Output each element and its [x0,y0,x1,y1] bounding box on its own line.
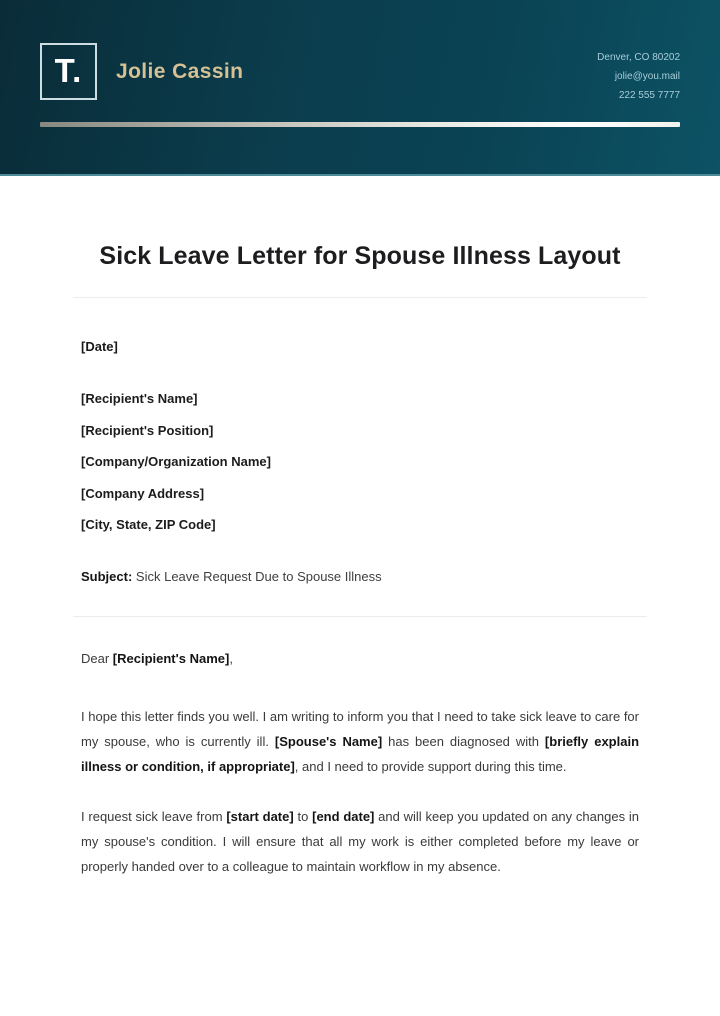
recipient-position-field: [Recipient's Position] [81,422,214,438]
end-date-placeholder: [end date] [312,809,375,824]
brand-logo-icon: T. [54,51,83,89]
title-divider [73,297,647,298]
paragraph1-text: I hope this letter finds you well. I am writing to inform you that I need to take sick leave to care for my spouse, who is currently ill. [81,709,639,749]
illness-placeholder: [briefly explain illness or condition, if appropriate] [81,734,640,774]
subject-divider [73,616,647,617]
contact-block [597,48,680,105]
city-state-zip-field: [City, State, ZIP Code] [81,517,216,532]
body-paragraph-1 [81,704,639,779]
contact-phone: 222 555 7777 [618,90,680,101]
salutation-suffix: , [229,651,233,666]
page-title: Sick Leave Letter for Spouse Illness Layout [99,242,621,270]
recipient-name-field: [Recipient's Name] [81,391,198,406]
salutation [81,650,639,668]
subject-text: Sick Leave Request Due to Spouse Illness [135,569,382,584]
paragraph2-text: and will keep you updated on any changes in my spouse's condition. I will ensure that all my work is either completed before my leave or properly handed over to a colleague to maintain workflow in my absence. [81,809,639,874]
contact-location: Denver, CO 80202 [597,52,680,63]
brand-name: Jolie Cassin [116,60,244,83]
body-paragraph-2 [81,804,639,879]
subject-line [81,567,639,586]
brand-logo [40,43,97,100]
subject-label: Subject: [81,569,133,584]
header-divider-line [40,122,680,127]
contact-email: jolie@you.mail [614,71,680,82]
paragraph1-text: has been diagnosed with [382,734,545,749]
start-date-placeholder: [start date] [226,809,294,824]
salutation-prefix: Dear [81,651,113,666]
spouse-name-placeholder: [Spouse's Name] [274,734,383,749]
letterhead [0,0,720,176]
company-address-field: [Company Address] [81,485,205,501]
paragraph1-text: , and I need to provide support during this time. [294,759,567,774]
salutation-recipient-placeholder: [Recipient's Name] [112,651,230,666]
paragraph2-text: I request sick leave from [81,809,227,824]
paragraph2-text: to [293,809,313,824]
company-name-field: [Company/Organization Name] [81,454,271,469]
date-placeholder: [Date] [81,339,118,354]
letter-page [81,240,639,879]
